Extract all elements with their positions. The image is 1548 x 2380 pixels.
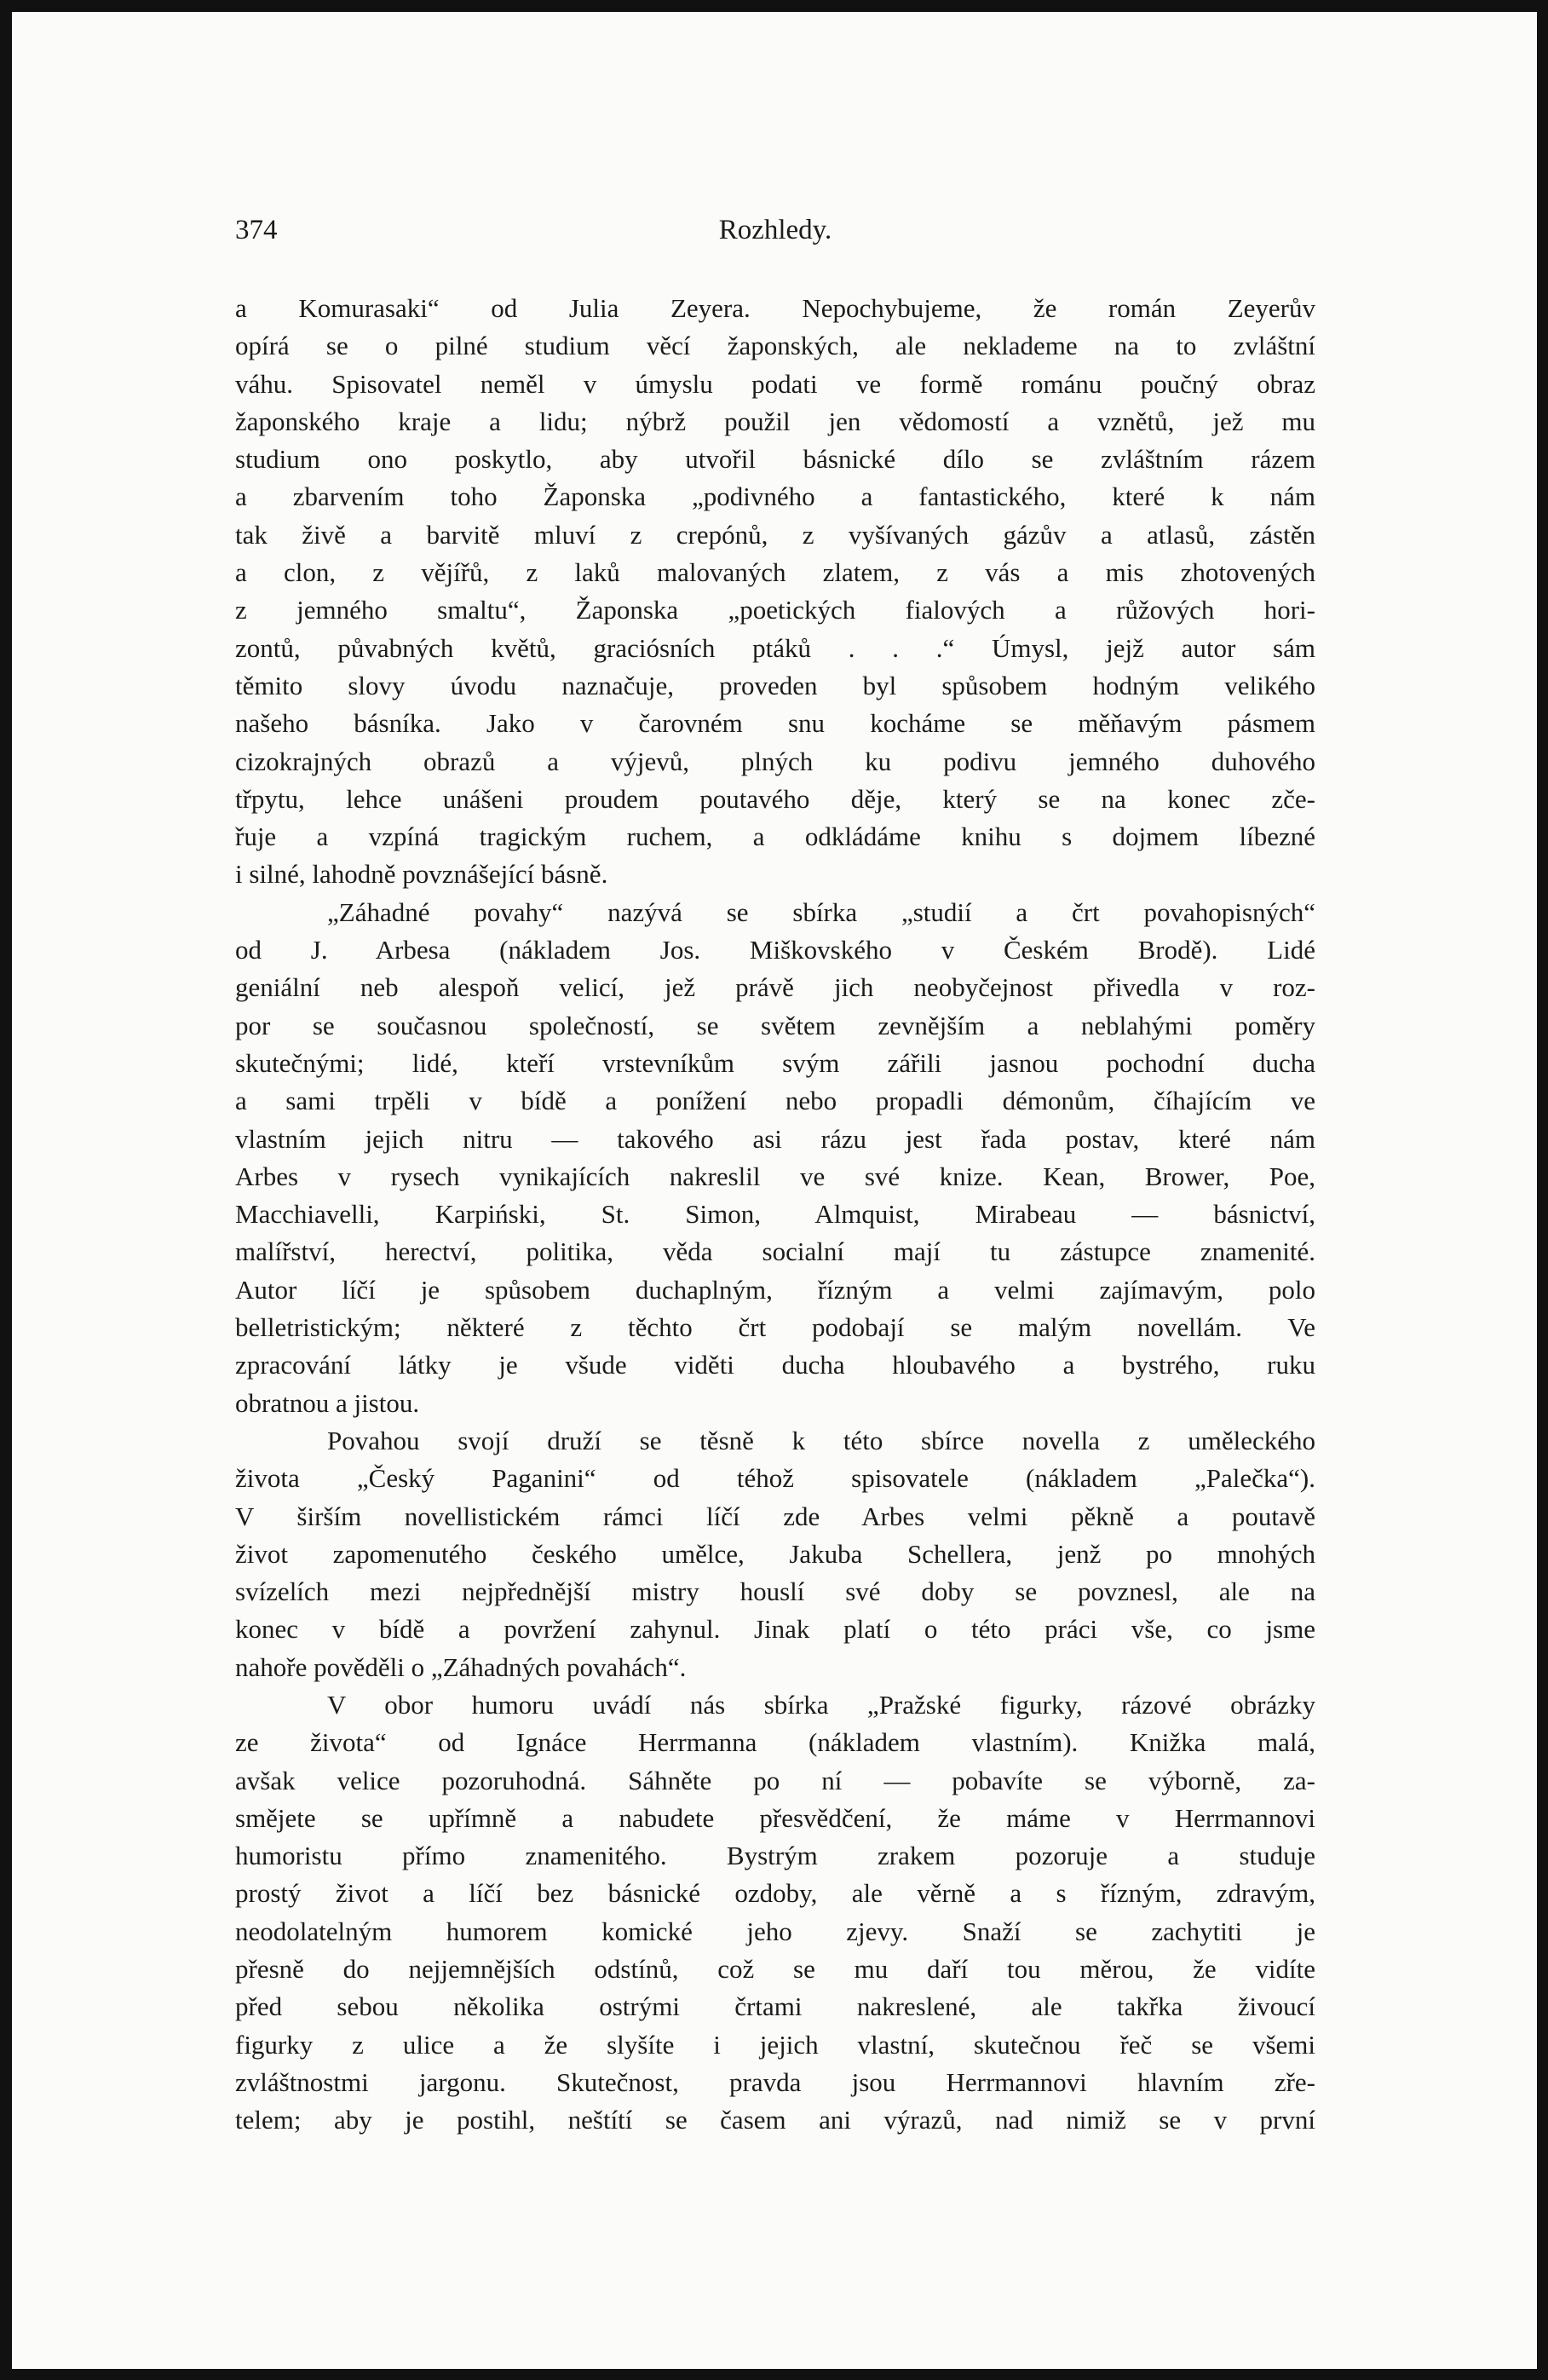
text-line: smějete se upřímně a nabudete přesvědčení, že máme v Herrmannovi: [235, 1802, 1315, 1833]
text-line: vlastním jejich nitru — takového asi rázu jest řada postav, které nám: [235, 1123, 1315, 1154]
text-line: Autor líčí je spůsobem duchaplným, řízným a velmi zajímavým, polo: [235, 1274, 1315, 1305]
text-line: přesně do nejjemnějších odstínů, což se mu daří tou měrou, že vidíte: [235, 1954, 1315, 1985]
page-number: 374: [235, 215, 278, 245]
text-line: tak živě a barvitě mluví z crepónů, z vyšívaných gázův a atlasů, zástěn: [235, 519, 1315, 550]
paragraph-1: [235, 290, 1315, 894]
text-line: váhu. Spisovatel neměl v úmyslu podati ve formě románu poučný obraz: [235, 368, 1315, 399]
body-text: [235, 290, 1315, 2140]
text-line: figurky z ulice a že slyšíte i jejich vlastní, skutečnou řeč se všemi: [235, 2029, 1315, 2060]
text-line: ze života“ od Ignáce Herrmanna (nákladem vlastním). Knižka malá,: [235, 1727, 1315, 1758]
text-line: V širším novellistickém rámci líčí zde Arbes velmi pěkně a poutavě: [235, 1501, 1315, 1531]
text-line: avšak velice pozoruhodná. Sáhněte po ní — pobavíte se výborně, za-: [235, 1765, 1315, 1795]
text-line: zpracování látky je všude viděti ducha hloubavého a bystrého, ruku: [235, 1350, 1315, 1380]
text-line: skutečnými; lidé, kteří vrstevníkům svým zářili jasnou pochodní ducha: [235, 1047, 1315, 1078]
text-line: a sami trpěli v bídě a ponížení nebo propadli démonům, číhajícím ve: [235, 1086, 1315, 1116]
text-line: Macchiavelli, Karpiński, St. Simon, Almquist, Mirabeau — básnictví,: [235, 1199, 1315, 1230]
running-title: Rozhledy.: [718, 215, 832, 245]
text-line: z jemného smaltu“, Žaponska „poetických fialových a růžových hori-: [235, 595, 1315, 625]
text-line: „Záhadné povahy“ nazývá se sbírka „studií a črt povahopisných“: [327, 896, 1315, 927]
text-line: svízelích mezi nejpřednější mistry houslí své doby se povznesl, ale na: [235, 1576, 1315, 1607]
text-line: Arbes v rysech vynikajících nakreslil ve své knize. Kean, Brower, Poe,: [235, 1161, 1315, 1191]
text-line: telem; aby je postihl, neštítí se časem ani výrazů, nad nimiž se v první: [235, 2105, 1315, 2135]
paragraph-3: [235, 1422, 1315, 1686]
text-line: belletristickým; některé z těchto črt podobají se malým novellám. Ve: [235, 1312, 1315, 1343]
text-line: cizokrajných obrazů a výjevů, plných ku podivu jemného duhového: [235, 746, 1315, 776]
text-line: před sebou několika ostrými črtami nakreslené, ale takřka živoucí: [235, 1991, 1315, 2022]
text-line: neodolatelným humorem komické jeho zjevy. Snaží se zachytiti je: [235, 1916, 1315, 1946]
text-line: život zapomenutého českého umělce, Jakuba Schellera, jenž po mnohých: [235, 1538, 1315, 1569]
text-line: por se současnou společností, se světem zevnějším a neblahými poměry: [235, 1010, 1315, 1040]
text-line: prostý život a líčí bez básnické ozdoby, ale věrně a s řízným, zdravým,: [235, 1878, 1315, 1909]
text-line: V obor humoru uvádí nás sbírka „Pražské figurky, rázové obrázky: [327, 1689, 1315, 1720]
text-line: opírá se o pilné studium věcí žaponských, ale neklademe na to zvláštní: [235, 331, 1315, 361]
text-line: zvláštnostmi jargonu. Skutečnost, pravda jsou Herrmannovi hlavním zře-: [235, 2066, 1315, 2097]
text-line: malířství, herectví, politika, věda socialní mají tu zástupce znamenité.: [235, 1236, 1315, 1267]
text-line: studium ono poskytlo, aby utvořil básnické dílo se zvláštním rázem: [235, 444, 1315, 475]
text-line: řuje a vzpíná tragickým ruchem, a odkládáme knihu s dojmem líbezné: [235, 821, 1315, 852]
text-line: zontů, půvabných květů, graciósních ptáků . . .“ Úmysl, jejž autor sám: [235, 632, 1315, 663]
text-line: a Komurasaki“ od Julia Zeyera. Nepochybujeme, že román Zeyerův: [235, 293, 1315, 323]
text-line: konec v bídě a povržení zahynul. Jinak platí o této práci vše, co jsme: [235, 1614, 1315, 1645]
text-line: Povahou svojí druží se těsně k této sbírce novella z uměleckého: [327, 1425, 1315, 1455]
text-line: geniální neb alespoň velicí, jež právě jich neobyčejnost přivedla v roz-: [235, 972, 1315, 1003]
text-line: humoristu přímo znamenitého. Bystrým zrakem pozoruje a studuje: [235, 1841, 1315, 1871]
text-line: žaponského kraje a lidu; nýbrž použil jen vědomostí a vznětů, jež mu: [235, 406, 1315, 436]
text-line: a zbarvením toho Žaponska „podivného a fantastického, které k nám: [235, 481, 1315, 512]
text-line: života „Český Paganini“ od téhož spisovatele (nákladem „Palečka“).: [235, 1463, 1315, 1494]
paragraph-2: [235, 894, 1315, 1422]
text-line: třpytu, lehce unášeni proudem poutavého děje, který se na konec zče-: [235, 783, 1315, 814]
text-line: našeho básníka. Jako v čarovném snu kocháme se měňavým pásmem: [235, 708, 1315, 739]
text-line: i silné, lahodně povznášející básně.: [235, 859, 608, 890]
text-line: těmito slovy úvodu naznačuje, proveden byl spůsobem hodným velikého: [235, 670, 1315, 700]
page-header: [235, 215, 1315, 257]
text-line: od J. Arbesa (nákladem Jos. Miškovského v Českém Brodě). Lidé: [235, 935, 1315, 965]
text-line: obratnou a jistou.: [235, 1387, 420, 1418]
text-line: nahoře pověděli o „Záhadných povahách“.: [235, 1651, 687, 1682]
paragraph-4: [235, 1686, 1315, 2140]
text-line: a clon, z vějířů, z laků malovaných zlatem, z vás a mis zhotovených: [235, 557, 1315, 588]
